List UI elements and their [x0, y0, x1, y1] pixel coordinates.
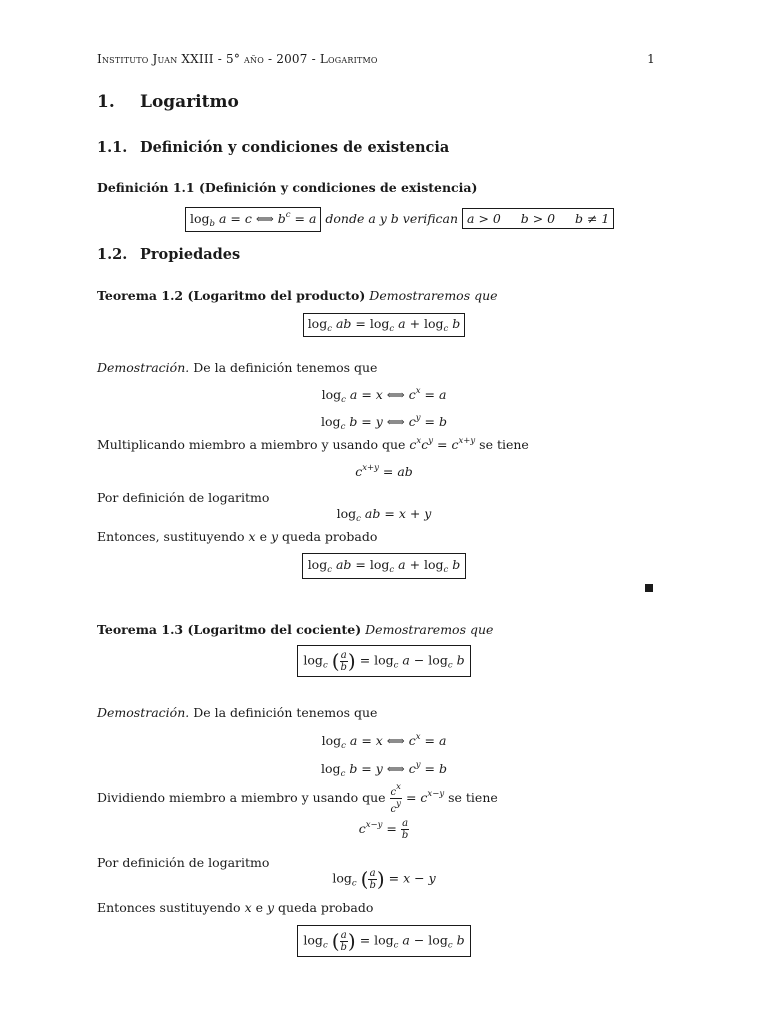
subsection-heading-1	[97, 139, 449, 156]
definition-equation-box: $\log_b a = c$ ⟺ $b^c = a$	[185, 207, 321, 232]
proof-2-intro	[97, 705, 377, 720]
header-title: Instituto Juan XXIII - 5° año - 2007 - Logaritmo	[97, 52, 378, 66]
proof-1-eq-log: $\log_c$ ab = x + y	[336, 506, 432, 524]
subst-e: e	[259, 529, 267, 544]
divide-post-text: se tiene	[448, 790, 498, 805]
theorem-label: Teorema 1.2 (Logaritmo del producto)	[97, 288, 366, 303]
subst-text: Entonces, sustituyendo	[97, 529, 245, 544]
definition-middle-text: donde a y b verifican	[325, 211, 459, 226]
subst-e: e	[255, 900, 264, 915]
condition-b-not-one: b ≠ 1	[574, 211, 610, 226]
proof-intro-text: De la definición tenemos que	[193, 705, 378, 720]
page-header	[97, 52, 655, 66]
subst-text: Entonces sustituyendo	[97, 900, 241, 915]
definition-formula	[185, 207, 614, 232]
page-number: 1	[647, 52, 655, 66]
proof-2-eq-a: $\log_c a = x$ ⟺ $c^x = a$	[321, 732, 447, 751]
proof-2-eq-log: $\log_c$ ( $\frac{a}{b}$ ) = x − y	[332, 867, 436, 891]
subsection-number: 1.1.	[97, 139, 128, 156]
proof-1-eq-product: $c^{x+y}$ = ab	[355, 463, 413, 479]
section-heading	[97, 92, 239, 112]
section-title: Logaritmo	[140, 92, 239, 112]
proof-1-multiply-step: Multiplicando miembro a miembro y usando que $c^xc^y = c^{x+y}$ se tiene	[97, 436, 529, 452]
proof-1-def-step: Por definición de logaritmo	[97, 490, 270, 505]
theorem-1-3-statement	[97, 622, 493, 637]
subsection-title: Definición y condiciones de existencia	[140, 139, 450, 156]
product-formula: $\log_c$ ab = $\log_c a + \log_c b$	[0, 313, 768, 337]
multiply-post-text: se tiene	[479, 437, 529, 452]
definition-label: Definición 1.1 (Definición y condiciones de existencia)	[97, 180, 478, 195]
divide-text: Dividiendo miembro a miembro y usando que	[97, 790, 386, 805]
proof-2-eq-quotient: $c^{x-y}$ = $\frac{a}{b}$	[358, 818, 409, 841]
proof-label: Demostración.	[97, 705, 190, 720]
proof-2-subst-step: Entonces sustituyendo x e y queda probado	[97, 900, 374, 915]
proof-2-def-step: Por definición de logaritmo	[97, 855, 270, 870]
theorem-1-2-statement	[97, 288, 498, 303]
subsection-title: Propiedades	[140, 246, 241, 263]
subsection-heading-2	[97, 246, 240, 263]
proof-2-eq-b: $\log_c b = y$ ⟺ $c^y = b$	[321, 760, 447, 779]
quotient-formula-result: $\log_c$ ( $\frac{a}{b}$ ) = $\log_c a - \log_c b$	[0, 925, 768, 957]
condition-b: b > 0	[520, 211, 556, 226]
product-formula-result: $\log_c$ ab = $\log_c a + \log_c b$	[0, 553, 768, 579]
proof-2-divide-step: Dividiendo miembro a miembro y usando que $\frac{c^x}{c^y}$ = $c^{x-y}$ se tiene	[97, 782, 498, 815]
proof-intro-text: De la definición tenemos que	[193, 360, 378, 375]
qed-square	[645, 584, 653, 592]
theorem-intro: Demostraremos que	[369, 288, 498, 303]
subst-end: queda probado	[282, 529, 378, 544]
section-number: 1.	[97, 92, 115, 112]
theorem-intro: Demostraremos que	[365, 622, 494, 637]
quotient-formula: $\log_c$ ( $\frac{a}{b}$ ) = $\log_c a - \log_c b$	[0, 645, 768, 677]
proof-1-eq-a: $\log_c a = x$ ⟺ $c^x = a$	[321, 386, 447, 405]
subst-end: queda probado	[278, 900, 374, 915]
conditions-box	[462, 208, 614, 229]
proof-label: Demostración.	[97, 360, 190, 375]
proof-1-intro	[97, 360, 377, 375]
condition-a: a > 0	[467, 211, 501, 226]
subsection-number: 1.2.	[97, 246, 128, 263]
proof-1-subst-step: Entonces, sustituyendo x e y queda probado	[97, 529, 378, 544]
proof-1-eq-b: $\log_c b = y$ ⟺ $c^y = b$	[321, 413, 447, 432]
multiply-text: Multiplicando miembro a miembro y usando que	[97, 437, 406, 452]
theorem-label: Teorema 1.3 (Logaritmo del cociente)	[97, 622, 362, 637]
